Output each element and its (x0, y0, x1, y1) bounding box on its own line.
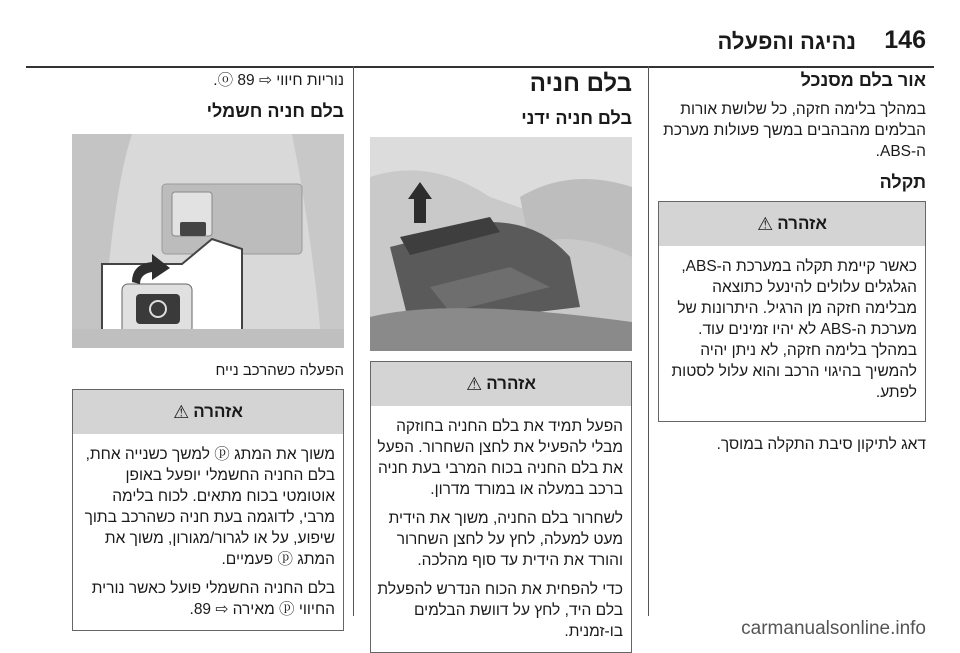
epb-warning-p2: בלם החניה החשמלי פועל כאשר נורית החיווי ⓟ מאירה ⇨ 89. (91, 580, 335, 618)
warning-label: אזהרה (777, 214, 827, 233)
epb-warning-p1: משוך את המתג ⓟ למשך כשנייה אחת, בלם החניה החשמלי יופעל באופן אוטומטי בכוח מתאים. לכוח בלימה מרבי, לדוגמה בעת חניה כשהרכב בתוך שיפוע, על או לגרור/מגורון, משוך את המתג ⓟ פעמיים. (84, 446, 335, 568)
page-number: 146 (884, 26, 926, 54)
warning-body (73, 434, 343, 630)
warning-triangle-icon: ⚠ (173, 401, 190, 422)
column-divider-right (648, 66, 649, 616)
page-header (0, 26, 960, 66)
subheading-fault: תקלה (879, 172, 926, 192)
handbrake-warning-p2: לשחרור בלם החניה, משוך את הידית מעט למעלה, לחץ על לחצן השחרור והורד את הידית עד סוף מהלכה. (388, 510, 623, 569)
image-caption: הפעלה כשהרכב נייח (215, 362, 344, 379)
column-divider-left (353, 66, 354, 616)
brake-light-intro: במהלך בלימה חזקה, כל שלושת אורות הבלמים מהבהבים במשך פעולות מערכת ה-ABS. (663, 101, 926, 160)
warning-box-epb (72, 389, 344, 631)
indicator-reference: נוריות חיווי ⇨ ⓞ 89. (213, 72, 344, 89)
subheading-manual-parking-brake: בלם חניה ידני (521, 108, 632, 128)
column-right (658, 70, 926, 455)
warning-label: אזהרה (193, 402, 243, 421)
section-title-parking-brake: בלם חניה (529, 70, 632, 97)
column-middle (370, 70, 632, 653)
manual-handbrake-image (370, 137, 632, 351)
section-title-brake-light: אור בלם מסנכל (800, 70, 926, 90)
fault-repair-note: דאג לתיקון סיבת התקלה במוסך. (716, 436, 926, 453)
electric-parking-brake-image (72, 134, 344, 348)
warning-box-handbrake (370, 361, 632, 653)
page-title: נהיגה והפעלה (717, 29, 856, 54)
warning-box-abs (658, 201, 926, 422)
warning-header (659, 202, 925, 246)
handbrake-warning-p3: כדי להפחית את הכוח הנדרש להפעלת בלם היד, לחץ על דוושת הבלמים בו-זמנית. (377, 581, 623, 640)
handbrake-warning-p1: הפעל תמיד את בלם החניה בחוזקה מבלי להפעיל את לחצן השחרור. הפעל את בלם החניה בכוח המרבי בעת חניה ברכב במעלה או במורד מדרון. (377, 418, 623, 498)
watermark: carmanualsonline.info (741, 618, 926, 639)
warning-header (371, 362, 631, 406)
subheading-electric-parking-brake: בלם חניה חשמלי (206, 101, 344, 121)
handbrake-illustration (370, 137, 632, 351)
warning-triangle-icon: ⚠ (466, 373, 483, 394)
warning-body (371, 406, 631, 652)
warning-label: אזהרה (486, 374, 536, 393)
epb-switch-illustration (72, 134, 344, 348)
column-left (72, 66, 344, 631)
warning-triangle-icon: ⚠ (757, 213, 774, 234)
warning-body (659, 246, 925, 421)
warning-text-abs: כאשר קיימת תקלה במערכת ה-ABS, הגלגלים עלולים להינעל כתוצאה מבלימה חזקה מן הרגיל. היתרונות של מערכת ה-ABS לא יהיו זמינים עוד. במהלך בלימה חזקה, לא ניתן יהיה להמשיך בהיגוי הרכב והוא עלול לסטות לפתע. (671, 258, 917, 401)
warning-header (73, 390, 343, 434)
